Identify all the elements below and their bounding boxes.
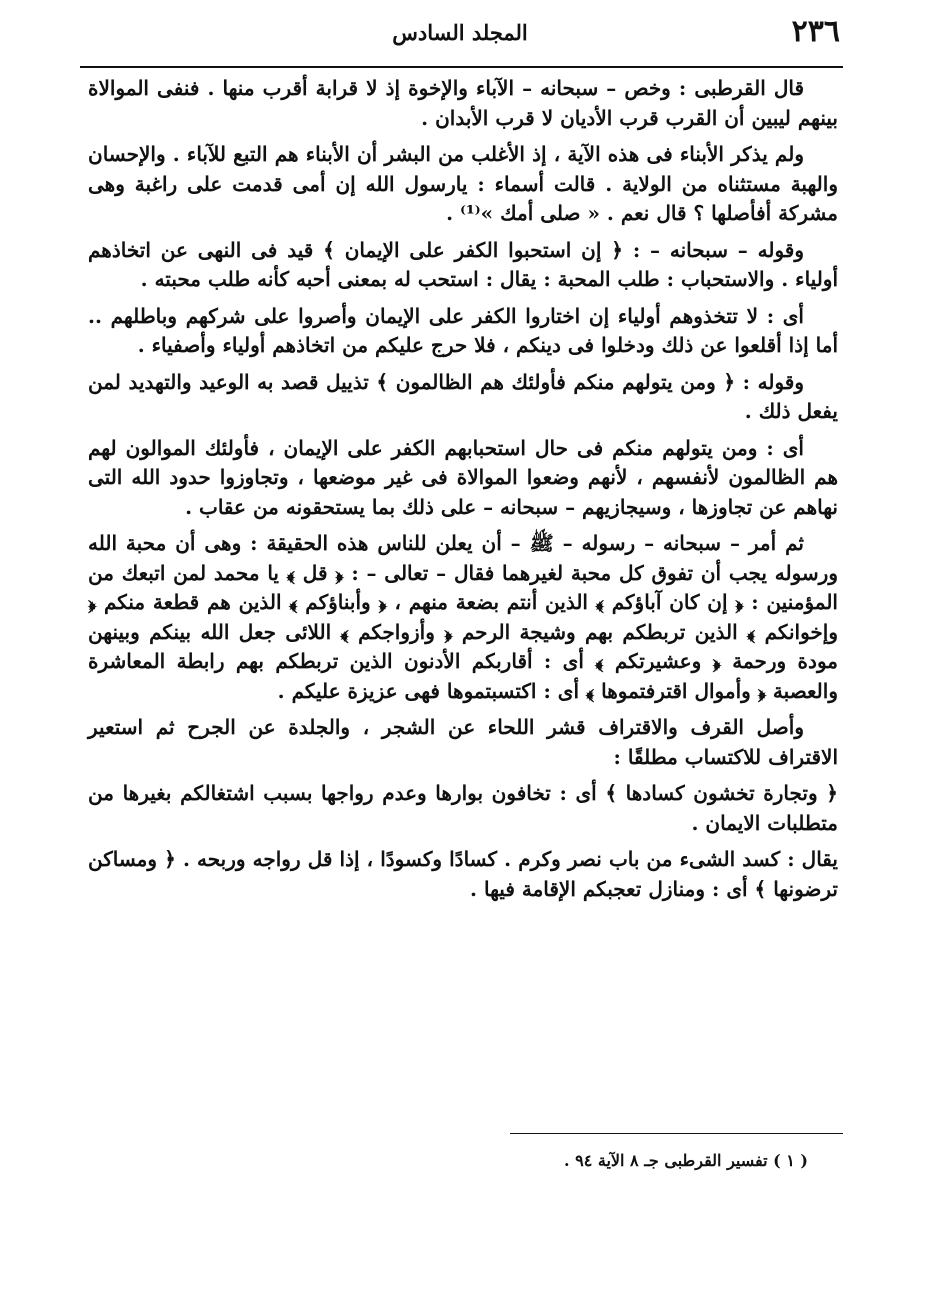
page-number: ٢٣٦ bbox=[791, 14, 840, 49]
paragraph: أى : لا تتخذوهم أولياء إن اختاروا الكفر على الإيمان وأصروا على شركهم وباطلهم .. أما إذا أقلعوا عن ذلك ودخلوا فى دينكم ، فلا حرج عليكم من اتخاذهم أولياء وأصفياء . bbox=[88, 303, 838, 357]
paragraph: وأصل القرف والاقتراف قشر اللحاء عن الشجر ، والجلدة عن الجرح ثم استعير الاقتراف للاكتساب مطلقًا : bbox=[88, 715, 838, 769]
paragraph: ﴿ وتجارة تخشون كسادها ﴾ أى : تخافون بوارها وعدم رواجها بسبب اشتغالكم بغيرها من متطلبات الايمان . bbox=[88, 781, 838, 835]
paragraph: وقوله : ﴿ ومن يتولهم منكم فأولئك هم الظالمون ﴾ تذييل قصد به الوعيد والتهديد لمن يفعل ذلك . bbox=[88, 369, 838, 423]
paragraph: أى : ومن يتولهم منكم فى حال استحبابهم الكفر على الإيمان ، فأولئك الموالون لهم هم الظالمون لأنفسهم ، لأنهم وضعوا الموالاة فى غير موضعها ، وتجاوزوا حدود الله التى نهاهم عن تجاوزها ، وسيجازيهم – سبحانه – على ذلك بما يستحقونه من عقاب . bbox=[88, 435, 838, 519]
page-header bbox=[80, 10, 840, 60]
paragraph: ولم يذكر الأبناء فى هذه الآية ، إذ الأغلب من البشر أن الأبناء هم التبع للآباء . والإحسان والهبة مستثناه من الولاية . قالت أسماء : يارسول الله إن أمى قدمت على راغبة وهى مشركة أفأصلها ؟ قال نعم . « صلى أمك »⁽¹⁾ . bbox=[88, 142, 838, 225]
paragraph: وقوله – سبحانه – : ﴿ إن استحبوا الكفر على الإيمان ﴾ قيد فى النهى عن اتخاذهم أولياء . والاستحباب : طلب المحبة : يقال : استحب له بمعنى أحبه كأنه طلب محبته . bbox=[88, 237, 838, 291]
paragraph: ثم أمر – سبحانه – رسوله – ﷺ – أن يعلن للناس هذه الحقيقة : وهى أن محبة الله ورسوله يجب أن تفوق كل محبة لغيرهما فقال – تعالى – : ﴿ قل ﴾ يا محمد لمن اتبعك من المؤمنين : ﴿ إن كان آباؤكم ﴾ الذين أنتم بضعة منهم ، ﴿ وأبناؤكم ﴾ الذين هم قطعة منكم ﴿ وإخوانكم ﴾ الذين تربطكم بهم وشيجة الرحم ﴿ وأزواجكم ﴾ اللائى جعل الله بينكم وبينهن مودة ورحمة ﴿ وعشيرتكم ﴾ أى : أقاربكم الأدنون الذين تربطكم بهم رابطة المعاشرة والعصبة ﴿ وأموال اقترفتموها ﴾ أى : اكتسبتموها فهى عزيزة عليكم . bbox=[88, 531, 838, 703]
paragraph: يقال : كسد الشىء من باب نصر وكرم . كسادًا وكسودًا ، إذا قل رواجه وربحه . ﴿ ومساكن ترضونها ﴾ أى : ومنازل تعجبكم الإقامة فيها . bbox=[88, 847, 838, 901]
header-rule bbox=[80, 66, 843, 68]
page-body bbox=[88, 74, 838, 911]
paragraph: قال القرطبى : وخص – سبحانه – الآباء والإخوة إذ لا قرابة أقرب منها . فنفى الموالاة بينهم ليبين أن القرب قرب الأديان لا قرب الأبدان . bbox=[88, 76, 838, 130]
footnote-rule bbox=[510, 1133, 843, 1134]
running-title: المجلد السادس bbox=[392, 20, 528, 45]
footnote: ( ١ ) تفسير القرطبى جـ ٨ الآية ٩٤ . bbox=[563, 1151, 808, 1170]
